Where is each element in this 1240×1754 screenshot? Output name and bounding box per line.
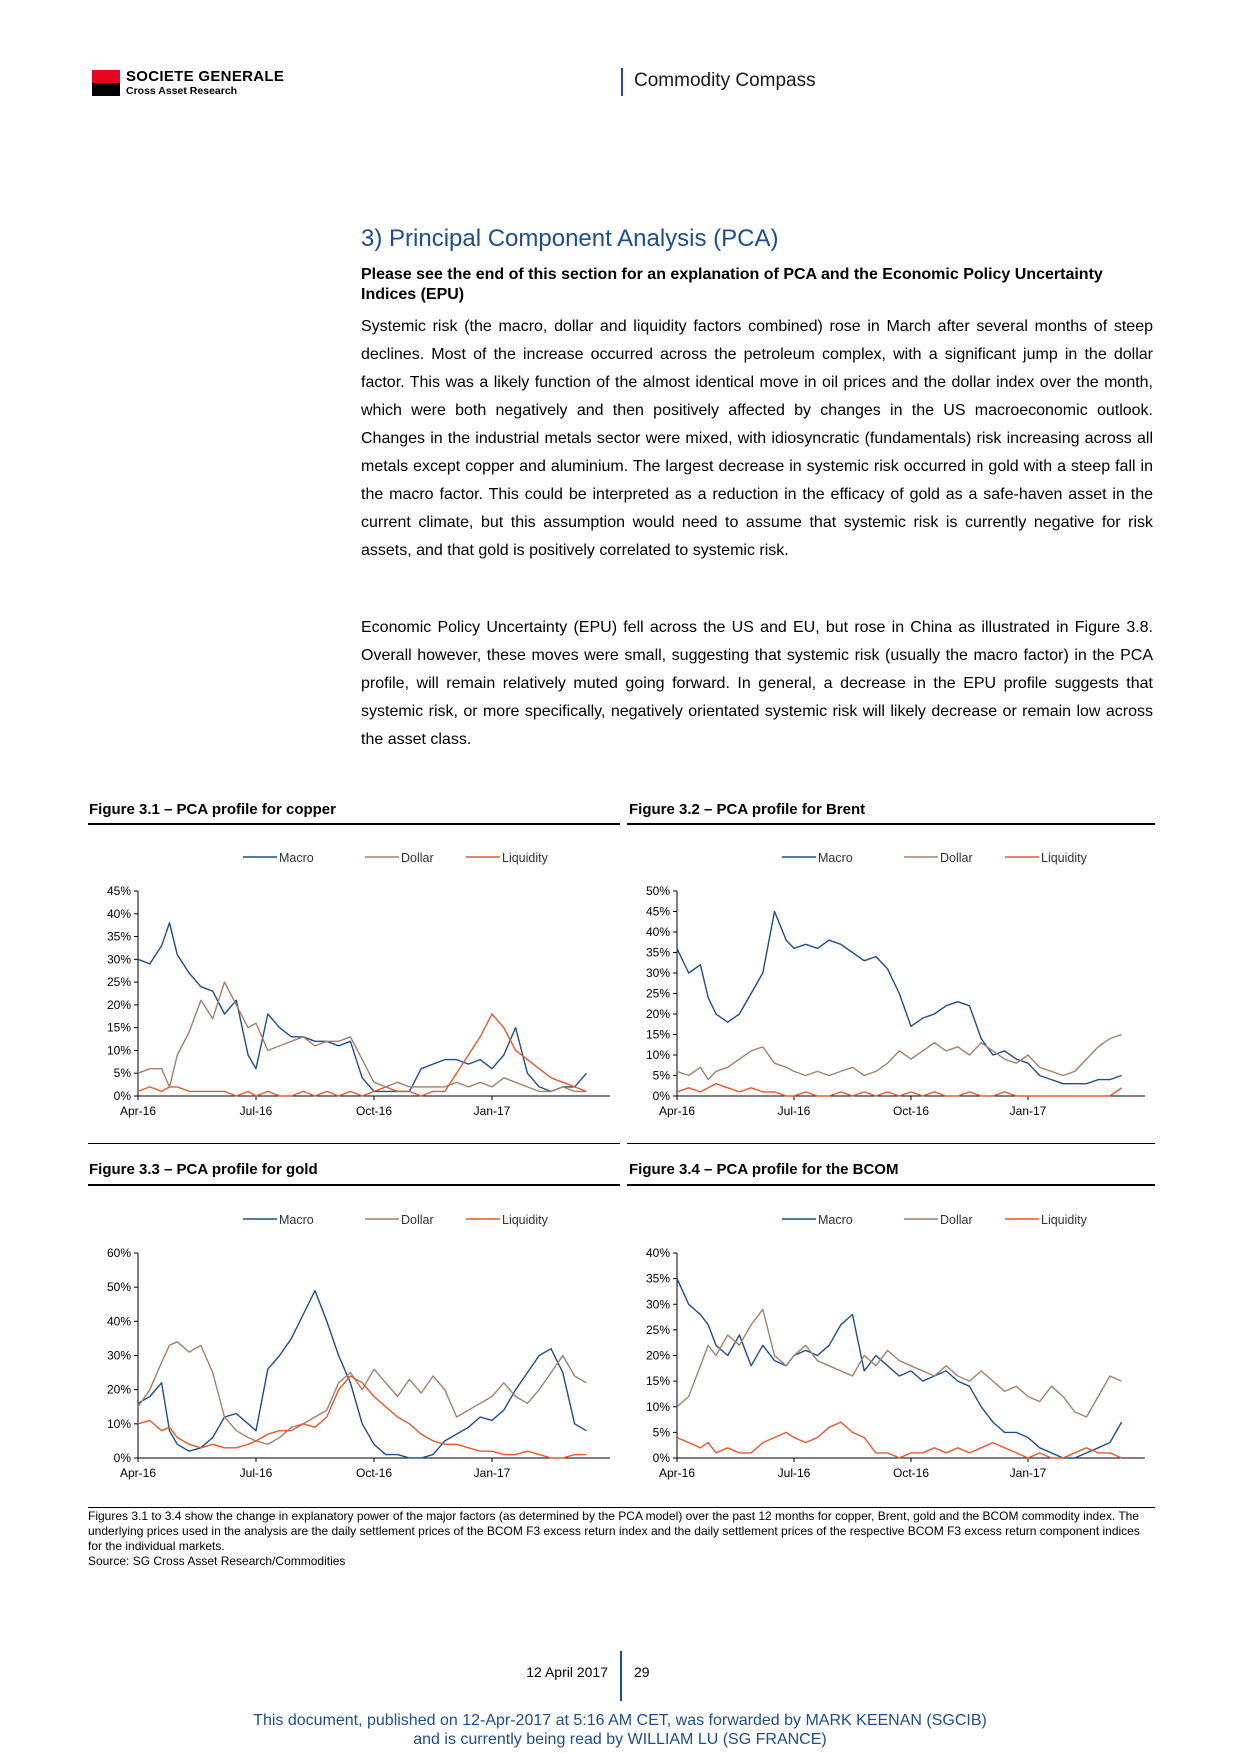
x-tick-label: Jan-17 <box>473 1104 511 1118</box>
y-tick-label: 50% <box>645 884 670 898</box>
legend-label-dollar: Dollar <box>401 1213 434 1227</box>
y-tick-label: 15% <box>645 1027 670 1042</box>
body-paragraph-1: Systemic risk (the macro, dollar and liquidity factors combined) rose in March after several months of steep declines. Most of the increase occurred across the petroleum complex, with a significant jump in the dollar factor. This was a likely function of the almost identical move in oil prices and the dollar index over the month, which were both negatively and then positively affected by changes in the US macroeconomic outlook. Changes in the industrial metals sector were mixed, with idiosyncratic (fundamentals) risk increasing across all metals except copper and aluminium. The largest decrease in systemic risk occurred in gold with a steep fall in the macro factor. This could be interpreted as a reduction in the efficacy of gold as a safe-haven asset in the current climate, but this assumption would need to assume that systemic risk is currently negative for risk assets, and that gold is positively correlated to systemic risk. <box>361 318 1153 559</box>
x-tick-label: Jan-17 <box>1009 1466 1047 1480</box>
x-tick-label: Jan-17 <box>1009 1104 1047 1118</box>
y-tick-label: 5% <box>652 1068 670 1083</box>
x-tick-label: Jul-16 <box>239 1466 273 1480</box>
legend-label-liquidity: Liquidity <box>1041 1213 1087 1227</box>
chart-brent <box>627 826 1155 1142</box>
y-tick-label: 10% <box>645 1048 670 1062</box>
x-tick-label: Jul-16 <box>777 1104 811 1118</box>
notes-text: Figures 3.1 to 3.4 show the change in explanatory power of the major factors (as determined by the PCA model) over the past 12 months for copper, Brent, gold and the BCOM commodity index. The underlying prices used in the analysis are the daily settlement prices of the BCOM F3 excess return index and the daily settlement prices of the respective BCOM F3 excess return component indices for the individual markets. <box>88 1509 1140 1553</box>
legend-label-macro: Macro <box>818 851 853 865</box>
y-tick-label: 10% <box>106 1416 131 1431</box>
y-tick-label: 20% <box>645 1348 670 1363</box>
y-tick-label: 40% <box>106 1314 131 1329</box>
figure-title-bcom: Figure 3.4 – PCA profile for the BCOM <box>629 1161 899 1178</box>
x-tick-label: Jan-17 <box>473 1466 511 1480</box>
series-line-dollar <box>138 1342 586 1445</box>
figure-rule <box>88 823 620 825</box>
figure-bottom-rule <box>88 1143 620 1144</box>
y-tick-label: 30% <box>106 1348 131 1363</box>
y-tick-label: 35% <box>106 929 131 944</box>
body-paragraph-2: Economic Policy Uncertainty (EPU) fell across the US and EU, but rose in China as illustrated in Figure 3.8. Overall however, these moves were small, suggesting that systemic risk (usually the macro factor) in the PCA profile, will remain relatively muted going forward. In general, a decrease in the EPU profile suggests that systemic risk, or more specifically, negatively orientated systemic risk will likely decrease or remain low across the asset class. <box>361 619 1153 748</box>
y-tick-label: 10% <box>645 1399 670 1414</box>
y-tick-label: 30% <box>645 966 670 980</box>
y-tick-label: 45% <box>106 884 131 898</box>
y-tick-label: 20% <box>106 1382 131 1397</box>
legend-label-liquidity: Liquidity <box>502 1213 548 1227</box>
series-line-liquidity <box>677 1084 1122 1096</box>
y-tick-label: 35% <box>645 1271 670 1286</box>
y-tick-label: 5% <box>652 1425 670 1440</box>
y-tick-label: 60% <box>106 1246 131 1260</box>
header-divider <box>621 68 623 96</box>
legend-label-dollar: Dollar <box>401 851 434 865</box>
x-tick-label: Oct-16 <box>355 1466 393 1480</box>
figure-bottom-rule <box>627 1143 1155 1144</box>
chart-gold <box>88 1188 620 1504</box>
series-line-liquidity <box>677 1422 1122 1458</box>
y-tick-label: 10% <box>106 1043 131 1058</box>
x-tick-label: Jul-16 <box>777 1466 811 1480</box>
y-tick-label: 15% <box>106 1020 131 1035</box>
legend-label-liquidity: Liquidity <box>502 851 548 865</box>
legend-label-macro: Macro <box>279 851 314 865</box>
forwarded-notice-line-1: This document, published on 12-Apr-2017 at 5:16 AM CET, was forwarded by MARK KEENAN (SGCIB) <box>253 1712 987 1729</box>
y-tick-label: 15% <box>645 1374 670 1389</box>
series-line-macro <box>677 1279 1122 1458</box>
y-tick-label: 0% <box>652 1451 670 1465</box>
y-tick-label: 25% <box>645 1322 670 1337</box>
series-line-dollar <box>677 1035 1122 1080</box>
x-tick-label: Apr-16 <box>658 1466 696 1480</box>
series-line-dollar <box>677 1309 1122 1417</box>
section-title: 3) Principal Component Analysis (PCA) <box>361 225 779 252</box>
figure-rule <box>627 823 1155 825</box>
y-tick-label: 20% <box>645 1007 670 1021</box>
chart-copper <box>88 826 620 1142</box>
y-tick-label: 0% <box>652 1089 670 1103</box>
figure-title-brent: Figure 3.2 – PCA profile for Brent <box>629 801 866 818</box>
y-tick-label: 0% <box>113 1451 131 1465</box>
y-tick-label: 50% <box>106 1280 131 1295</box>
footer-divider <box>620 1651 622 1701</box>
y-tick-label: 30% <box>645 1297 670 1312</box>
y-tick-label: 25% <box>106 975 131 990</box>
x-tick-label: Apr-16 <box>658 1104 696 1118</box>
brand-name: SOCIETE GENERALE <box>126 68 285 85</box>
figure-notes <box>88 1509 1154 1569</box>
figure-rule <box>88 1184 620 1186</box>
figure-rule <box>627 1184 1155 1186</box>
brand-subtitle: Cross Asset Research <box>126 85 238 97</box>
series-line-dollar <box>138 982 586 1091</box>
y-tick-label: 25% <box>645 986 670 1001</box>
figure-title-gold: Figure 3.3 – PCA profile for gold <box>89 1161 318 1178</box>
x-tick-label: Oct-16 <box>355 1104 393 1118</box>
legend-label-dollar: Dollar <box>940 1213 973 1227</box>
x-tick-label: Apr-16 <box>119 1466 157 1480</box>
y-tick-label: 45% <box>645 904 670 919</box>
y-tick-label: 0% <box>113 1089 131 1103</box>
x-tick-label: Jul-16 <box>239 1104 273 1118</box>
section-intro: Please see the end of this section for an explanation of PCA and the Economic Policy Uncertainty Indices (EPU) <box>361 266 1103 303</box>
y-tick-label: 5% <box>113 1066 131 1081</box>
x-tick-label: Oct-16 <box>892 1104 930 1118</box>
forwarded-notice-line-2: and is currently being read by WILLIAM LU (SG FRANCE) <box>413 1731 827 1748</box>
x-tick-label: Oct-16 <box>892 1466 930 1480</box>
legend-label-macro: Macro <box>279 1213 314 1227</box>
series-line-macro <box>677 912 1122 1084</box>
figure-title-copper: Figure 3.1 – PCA profile for copper <box>89 801 336 818</box>
y-tick-label: 40% <box>106 906 131 921</box>
source-text: Source: SG Cross Asset Research/Commodities <box>88 1554 346 1568</box>
y-tick-label: 40% <box>645 925 670 939</box>
legend-label-dollar: Dollar <box>940 851 973 865</box>
y-tick-label: 20% <box>106 997 131 1012</box>
page-number: 29 <box>634 1664 650 1680</box>
chart-bcom <box>627 1188 1155 1504</box>
x-tick-label: Apr-16 <box>119 1104 157 1118</box>
brand-logo-icon <box>92 70 120 96</box>
legend-label-liquidity: Liquidity <box>1041 851 1087 865</box>
publication-title: Commodity Compass <box>634 70 816 91</box>
publication-date: 12 April 2017 <box>526 1664 608 1680</box>
series-line-macro <box>138 1291 586 1458</box>
y-tick-label: 30% <box>106 952 131 967</box>
y-tick-label: 40% <box>645 1246 670 1260</box>
notes-rule <box>88 1507 1155 1508</box>
legend-label-macro: Macro <box>818 1213 853 1227</box>
y-tick-label: 35% <box>645 945 670 960</box>
